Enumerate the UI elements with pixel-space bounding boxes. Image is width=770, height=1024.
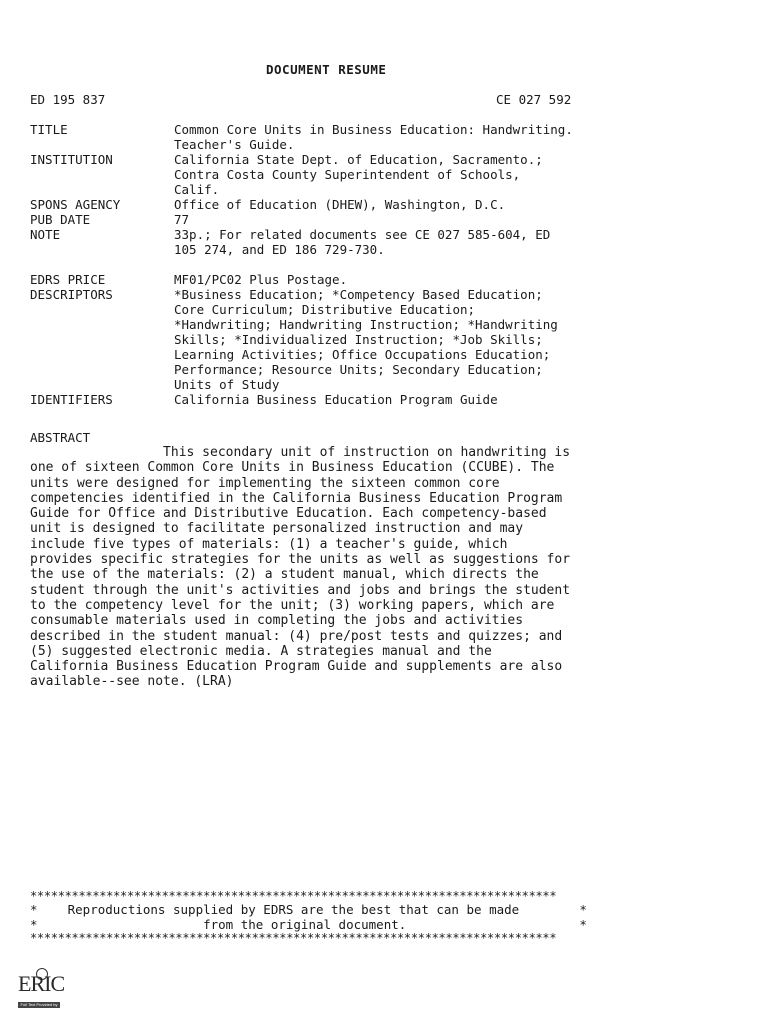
- field-label: PUB DATE: [30, 212, 91, 227]
- logo-subtext: Full Text Provided by ERIC: [18, 1002, 60, 1008]
- field-value: MF01/PC02 Plus Postage.: [174, 272, 348, 287]
- field-label: TITLE: [30, 122, 68, 137]
- field-value: California Business Education Program Guide: [174, 392, 498, 407]
- field-label: NOTE: [30, 227, 61, 242]
- stars-border-bottom: ****************************************************************************: [30, 932, 557, 944]
- field-spons-agency: [30, 197, 750, 212]
- field-value: 33p.; For related documents see CE 027 585-604, ED 105 274, and ED 186 729-730.: [174, 227, 551, 257]
- field-label: INSTITUTION: [30, 152, 113, 167]
- field-pub-date: [30, 212, 750, 227]
- spacer: [30, 257, 750, 272]
- ce-number: CE 027 592: [496, 92, 572, 107]
- field-descriptors: [30, 287, 750, 392]
- document-title: DOCUMENT RESUME: [266, 62, 387, 77]
- field-value: *Business Education; *Competency Based Education; Core Curriculum; Distributive Education; *Handwriting; Handwriting Instruction; *Handwriting Skills; *Individualized Instruction; *Job Skills; Learning Activities; Office Occupations Education; Performance; Resource Units; Secondary Education; Units of Study: [174, 287, 558, 392]
- field-label: SPONS AGENCY: [30, 197, 121, 212]
- field-value: Office of Education (DHEW), Washington, D.C.: [174, 197, 506, 212]
- field-identifiers: [30, 392, 750, 407]
- field-value: 77: [174, 212, 190, 227]
- field-value: California State Dept. of Education, Sacramento.; Contra Costa County Superintendent of Schools, Calif.: [174, 152, 543, 197]
- logo-text: ERIC: [18, 971, 65, 996]
- field-value: Common Core Units in Business Education: Handwriting. Teacher's Guide.: [174, 122, 573, 152]
- field-label: IDENTIFIERS: [30, 392, 113, 407]
- eric-logo: [16, 968, 64, 1012]
- abstract-label: ABSTRACT: [30, 430, 91, 445]
- abstract-text: This secondary unit of instruction on handwriting is one of sixteen Common Core Units in Business Education (CCUBE). The units were designed for implementing the sixteen common core competencies identified in the California Business Education Program Guide for Office and Distributive Education. Each competency-based unit is designed to facilitate personalized instruction and may include five types of materials: (1) a teacher's guide, which provides specific strategies for the units as well as suggestions for the use of the materials: (2) a student manual, which directs the student through the unit's activities and jobs and brings the student to the competency level for the unit; (3) working papers, which are consumable materials used in completing the jobs and activities described in the student manual: (4) pre/post tests and quizzes; and (5) suggested electronic media. A strategies manual and the California Business Education Program Guide and supplements are also available--see note. (LRA): [30, 445, 571, 690]
- notice-line-2: * from the original document. *: [30, 917, 587, 932]
- field-label: DESCRIPTORS: [30, 287, 113, 302]
- field-edrs-price: [30, 272, 750, 287]
- field-title: [30, 122, 750, 152]
- ed-number: ED 195 837: [30, 92, 106, 107]
- field-institution: [30, 152, 750, 197]
- reproduction-notice: [30, 890, 670, 944]
- field-note: [30, 227, 750, 257]
- notice-line-1: * Reproductions supplied by EDRS are the best that can be made *: [30, 902, 587, 917]
- stars-border-top: ****************************************************************************: [30, 890, 557, 902]
- field-label: EDRS PRICE: [30, 272, 106, 287]
- metadata-fields: [30, 122, 750, 407]
